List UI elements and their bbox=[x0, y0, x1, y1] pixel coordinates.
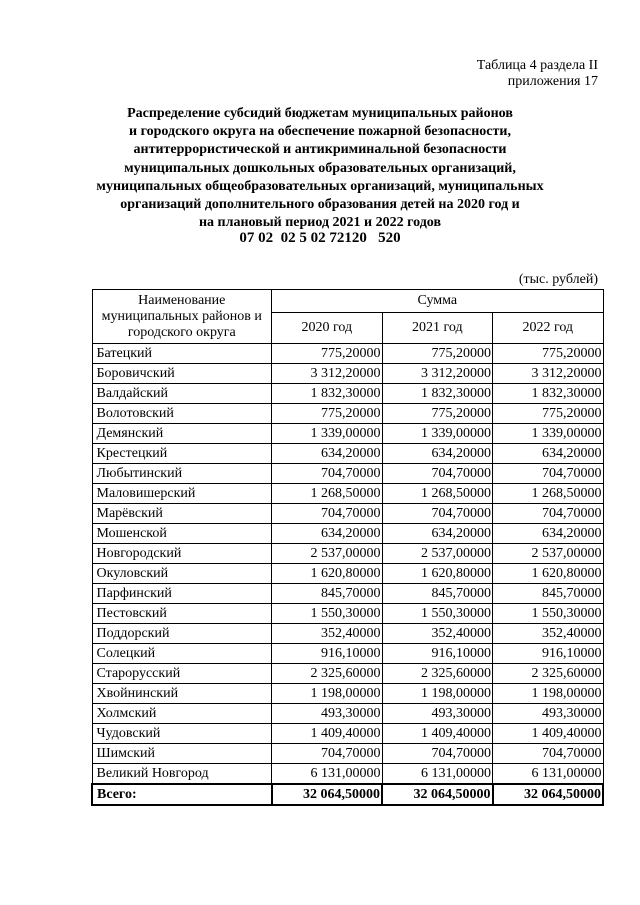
value-2020: 3 312,20000 bbox=[272, 364, 382, 384]
table-row bbox=[92, 724, 603, 744]
district-name: Батецкий bbox=[92, 344, 272, 364]
value-2022: 2 537,00000 bbox=[493, 544, 604, 564]
document-title bbox=[40, 105, 600, 232]
table-row bbox=[92, 504, 603, 524]
budget-code: 07 02 02 5 02 72120 520 bbox=[239, 230, 401, 246]
district-name: Пестовский bbox=[92, 604, 272, 624]
table-row bbox=[92, 764, 603, 785]
district-name: Волотовский bbox=[92, 404, 272, 424]
district-name: Шимский bbox=[92, 744, 272, 764]
value-2022: 704,70000 bbox=[493, 504, 604, 524]
value-2021: 634,20000 bbox=[382, 444, 492, 464]
value-2020: 2 537,00000 bbox=[272, 544, 382, 564]
district-name: Новгородский bbox=[92, 544, 272, 564]
value-2020: 634,20000 bbox=[272, 524, 382, 544]
district-name: Боровичский bbox=[92, 364, 272, 384]
value-2021: 3 312,20000 bbox=[382, 364, 492, 384]
title-line: и городского округа на обеспечение пожарной безопасности, bbox=[129, 124, 511, 140]
value-2022: 2 325,60000 bbox=[493, 664, 604, 684]
value-2022: 1 339,00000 bbox=[493, 424, 604, 444]
district-name: Парфинский bbox=[92, 584, 272, 604]
district-name: Крестецкий bbox=[92, 444, 272, 464]
value-2021: 352,40000 bbox=[382, 624, 492, 644]
table-row bbox=[92, 344, 603, 364]
value-2021: 916,10000 bbox=[382, 644, 492, 664]
header-year-2022: 2022 год bbox=[493, 313, 604, 344]
value-2020: 916,10000 bbox=[272, 644, 382, 664]
value-2020: 2 325,60000 bbox=[272, 664, 382, 684]
value-2021: 704,70000 bbox=[382, 504, 492, 524]
value-2021: 1 550,30000 bbox=[382, 604, 492, 624]
table-row bbox=[92, 404, 603, 424]
header-name: Наименование муниципальных районов и городского округа bbox=[92, 290, 272, 344]
value-2022: 1 268,50000 bbox=[493, 484, 604, 504]
table-reference bbox=[477, 58, 598, 90]
value-2021: 1 620,80000 bbox=[382, 564, 492, 584]
district-name: Марёвский bbox=[92, 504, 272, 524]
value-2021: 775,20000 bbox=[382, 404, 492, 424]
value-2021: 32 064,50000 bbox=[382, 784, 492, 805]
value-2020: 352,40000 bbox=[272, 624, 382, 644]
district-name: Демянский bbox=[92, 424, 272, 444]
value-2021: 2 325,60000 bbox=[382, 664, 492, 684]
table-row bbox=[92, 624, 603, 644]
value-2020: 1 620,80000 bbox=[272, 564, 382, 584]
table-row bbox=[92, 604, 603, 624]
value-2022: 634,20000 bbox=[493, 444, 604, 464]
table-row bbox=[92, 524, 603, 544]
district-name: Мошенской bbox=[92, 524, 272, 544]
table-row bbox=[92, 744, 603, 764]
value-2022: 1 832,30000 bbox=[493, 384, 604, 404]
value-2021: 493,30000 bbox=[382, 704, 492, 724]
table-row bbox=[92, 544, 603, 564]
value-2020: 1 198,00000 bbox=[272, 684, 382, 704]
title-line: антитеррористической и антикриминальной безопасности bbox=[133, 142, 507, 158]
value-2022: 704,70000 bbox=[493, 464, 604, 484]
subsidy-table bbox=[91, 289, 604, 806]
title-line: организаций дополнительного образования детей на 2020 год и bbox=[120, 197, 520, 213]
value-2020: 775,20000 bbox=[272, 404, 382, 424]
value-2022: 1 409,40000 bbox=[493, 724, 604, 744]
value-2020: 704,70000 bbox=[272, 744, 382, 764]
district-name: Всего: bbox=[92, 784, 272, 805]
value-2022: 775,20000 bbox=[493, 404, 604, 424]
value-2020: 493,30000 bbox=[272, 704, 382, 724]
value-2021: 1 268,50000 bbox=[382, 484, 492, 504]
header-sum: Сумма bbox=[272, 290, 603, 313]
table-row bbox=[92, 644, 603, 664]
table-reference-line2: приложения 17 bbox=[507, 74, 598, 89]
table-row bbox=[92, 384, 603, 404]
value-2020: 1 268,50000 bbox=[272, 484, 382, 504]
value-2020: 1 550,30000 bbox=[272, 604, 382, 624]
value-2020: 1 409,40000 bbox=[272, 724, 382, 744]
value-2021: 775,20000 bbox=[382, 344, 492, 364]
title-line: муниципальных общеобразовательных организаций, муниципальных bbox=[96, 178, 544, 194]
table-row bbox=[92, 484, 603, 504]
district-name: Окуловский bbox=[92, 564, 272, 584]
value-2021: 1 409,40000 bbox=[382, 724, 492, 744]
title-line: Распределение субсидий бюджетам муниципальных районов bbox=[127, 106, 513, 121]
table-row bbox=[92, 364, 603, 384]
value-2021: 1 339,00000 bbox=[382, 424, 492, 444]
value-2020: 1 339,00000 bbox=[272, 424, 382, 444]
total-row bbox=[92, 784, 603, 805]
table-row bbox=[92, 444, 603, 464]
value-2022: 1 198,00000 bbox=[493, 684, 604, 704]
value-2020: 775,20000 bbox=[272, 344, 382, 364]
value-2022: 6 131,00000 bbox=[493, 764, 604, 785]
unit-label: (тыс. рублей) bbox=[518, 272, 598, 287]
title-line: на плановый период 2021 и 2022 годов bbox=[198, 215, 442, 231]
value-2021: 845,70000 bbox=[382, 584, 492, 604]
value-2020: 704,70000 bbox=[272, 464, 382, 484]
value-2022: 493,30000 bbox=[493, 704, 604, 724]
district-name: Холмский bbox=[92, 704, 272, 724]
value-2020: 704,70000 bbox=[272, 504, 382, 524]
value-2022: 704,70000 bbox=[493, 744, 604, 764]
value-2022: 916,10000 bbox=[493, 644, 604, 664]
value-2020: 634,20000 bbox=[272, 444, 382, 464]
header-year-2021: 2021 год bbox=[382, 313, 492, 344]
table-row bbox=[92, 684, 603, 704]
value-2021: 704,70000 bbox=[382, 464, 492, 484]
value-2022: 775,20000 bbox=[493, 344, 604, 364]
district-name: Валдайский bbox=[92, 384, 272, 404]
district-name: Хвойнинский bbox=[92, 684, 272, 704]
value-2022: 1 550,30000 bbox=[493, 604, 604, 624]
value-2021: 1 832,30000 bbox=[382, 384, 492, 404]
value-2022: 1 620,80000 bbox=[493, 564, 604, 584]
table-row bbox=[92, 564, 603, 584]
table-row bbox=[92, 664, 603, 684]
table-row bbox=[92, 584, 603, 604]
value-2020: 6 131,00000 bbox=[272, 764, 382, 785]
value-2022: 32 064,50000 bbox=[493, 784, 604, 805]
value-2021: 6 131,00000 bbox=[382, 764, 492, 785]
value-2022: 3 312,20000 bbox=[493, 364, 604, 384]
value-2022: 845,70000 bbox=[493, 584, 604, 604]
title-line: муниципальных дошкольных образовательных организаций, bbox=[124, 160, 516, 176]
district-name: Старорусский bbox=[92, 664, 272, 684]
value-2021: 1 198,00000 bbox=[382, 684, 492, 704]
value-2020: 845,70000 bbox=[272, 584, 382, 604]
table-row bbox=[92, 464, 603, 484]
header-year-2020: 2020 год bbox=[272, 313, 382, 344]
table-reference-line1: Таблица 4 раздела II bbox=[476, 58, 598, 73]
value-2021: 2 537,00000 bbox=[382, 544, 492, 564]
table-row bbox=[92, 704, 603, 724]
district-name: Маловишерский bbox=[92, 484, 272, 504]
value-2021: 634,20000 bbox=[382, 524, 492, 544]
value-2022: 634,20000 bbox=[493, 524, 604, 544]
district-name: Любытинский bbox=[92, 464, 272, 484]
district-name: Солецкий bbox=[92, 644, 272, 664]
district-name: Поддорский bbox=[92, 624, 272, 644]
value-2021: 704,70000 bbox=[382, 744, 492, 764]
table-row bbox=[92, 424, 603, 444]
value-2020: 32 064,50000 bbox=[272, 784, 382, 805]
value-2022: 352,40000 bbox=[493, 624, 604, 644]
district-name: Чудовский bbox=[92, 724, 272, 744]
value-2020: 1 832,30000 bbox=[272, 384, 382, 404]
district-name: Великий Новгород bbox=[92, 764, 272, 785]
